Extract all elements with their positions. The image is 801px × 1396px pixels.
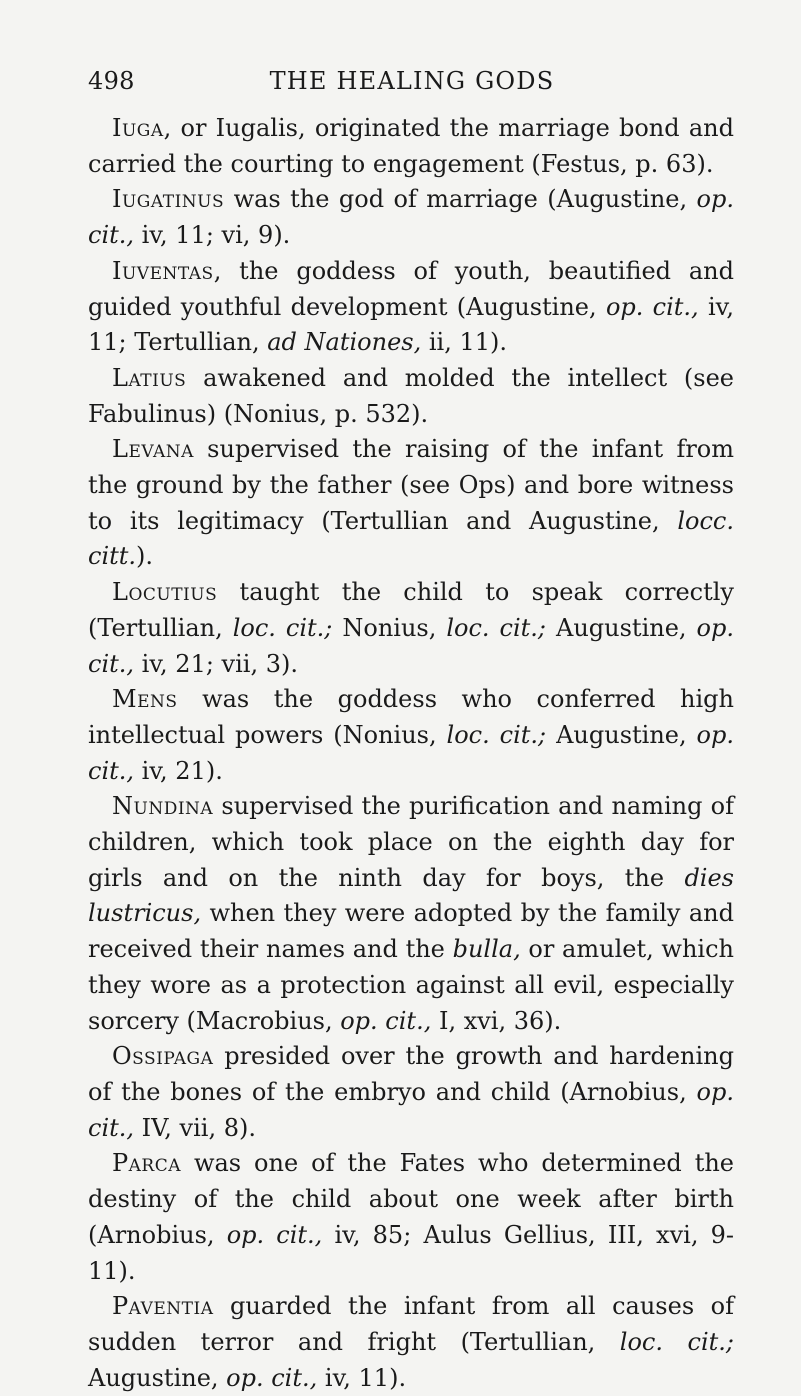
deity-name: Mens [112,685,178,714]
citation-italic: dies lustricus, [88,863,734,928]
entry-text: ii, 11). [421,328,507,357]
entry-text: Augustine, [546,720,697,749]
entry-text: , the goddess of youth, beautified and guided youthful development (Augustine, [88,256,734,321]
citation-italic: locc. citt. [88,506,734,571]
citation-italic: op. cit., [88,720,734,785]
deity-entry [88,432,734,575]
entry-text: was one of the Fates who determined the destiny of the child about one week after birth (Arnobius, [88,1149,734,1249]
entry-text: supervised the purification and naming of children, which took place on the eighth day for girls and on the ninth day for boys, the [88,792,734,892]
deity-name: Paventia [112,1292,214,1321]
deity-name: Iugatinus [112,185,225,214]
citation-italic: op. cit., [605,292,699,321]
citation-italic: op. cit., [340,1006,432,1035]
entry-text: taught the child to speak correctly (Tertullian, [88,578,734,642]
citation-italic: loc. cit.; [619,1327,734,1356]
deity-name: Iuga [112,114,164,142]
deity-name: Ossipaga [112,1042,214,1071]
entry-text: presided over the growth and hardening of the bones of the embryo and child (Arnobius, [88,1042,734,1106]
entry-text: Augustine, [546,613,697,642]
entry-text: supervised the raising of the infant from the ground by the father (see Ops) and bore witness to its legitimacy (Tertullian and Augustine, [88,435,734,535]
citation-italic: loc. cit.; [446,613,547,642]
page-header [88,66,736,96]
citation-italic: op. cit., [88,185,734,250]
entry-text: ). [136,542,154,571]
deity-entry [88,575,734,682]
deity-name: Parca [112,1149,182,1178]
deity-entry [88,361,734,432]
citation-italic: bulla, [452,935,521,964]
entry-text: iv, 85; Aulus Gellius, III, xvi, 9-11). [88,1220,734,1285]
citation-italic: loc. cit.; [446,720,547,749]
deity-name: Latius [112,363,187,392]
entry-text: iv, 11; vi, 9). [134,221,291,250]
deity-entry [88,1289,734,1396]
entry-text: awakened and molded the intellect (see Fabulinus) (Nonius, p. 532). [88,363,734,428]
entry-text: was the god of marriage (Augustine, [224,185,697,214]
entry-text: , or Iugalis, originated the marriage bond and carried the courting to engagement (Festus, p. 63). [88,114,734,178]
deity-name: Nundina [112,792,214,821]
entry-text: iv, 21). [134,756,223,785]
glossary-body [88,111,734,1396]
entry-text: I, xvi, 36). [431,1006,562,1035]
citation-italic: op. cit., [226,1363,318,1392]
deity-name: Iuventas [112,256,214,285]
deity-entry [88,789,734,1039]
deity-name: Locutius [112,578,218,607]
entry-text: iv, 11; Tertullian, [88,292,734,357]
entry-text: or amulet, which they wore as a protection against all evil, especially sorcery (Macrobius, [88,935,734,1035]
citation-italic: ad Nationes, [267,328,422,357]
entry-text: was the goddess who conferred high intellectual powers (Nonius, [88,685,734,749]
citation-italic: op. cit., [88,1077,734,1142]
deity-entry [88,1039,734,1146]
deity-entry [88,682,734,789]
entry-text: Augustine, [88,1363,227,1392]
deity-entry [88,182,734,253]
entry-text: Nonius, [332,613,447,642]
running-title: THE HEALING GODS [269,67,555,95]
citation-italic: loc. cit.; [232,613,333,642]
entry-text: when they were adopted by the family and received their names and the [88,899,734,964]
page-number: 498 [88,67,135,95]
citation-italic: op. cit., [226,1220,323,1249]
deity-entry [88,1146,734,1289]
entry-text: guarded the infant from all causes of sudden terror and fright (Tertullian, [88,1292,734,1356]
entry-text: iv, 21; vii, 3). [134,649,298,678]
deity-entry [88,254,734,361]
citation-italic: op. cit., [88,613,734,678]
entry-text: iv, 11). [317,1363,407,1392]
entry-text: IV, vii, 8). [134,1113,256,1142]
deity-name: Levana [112,435,194,464]
deity-entry [88,111,734,182]
